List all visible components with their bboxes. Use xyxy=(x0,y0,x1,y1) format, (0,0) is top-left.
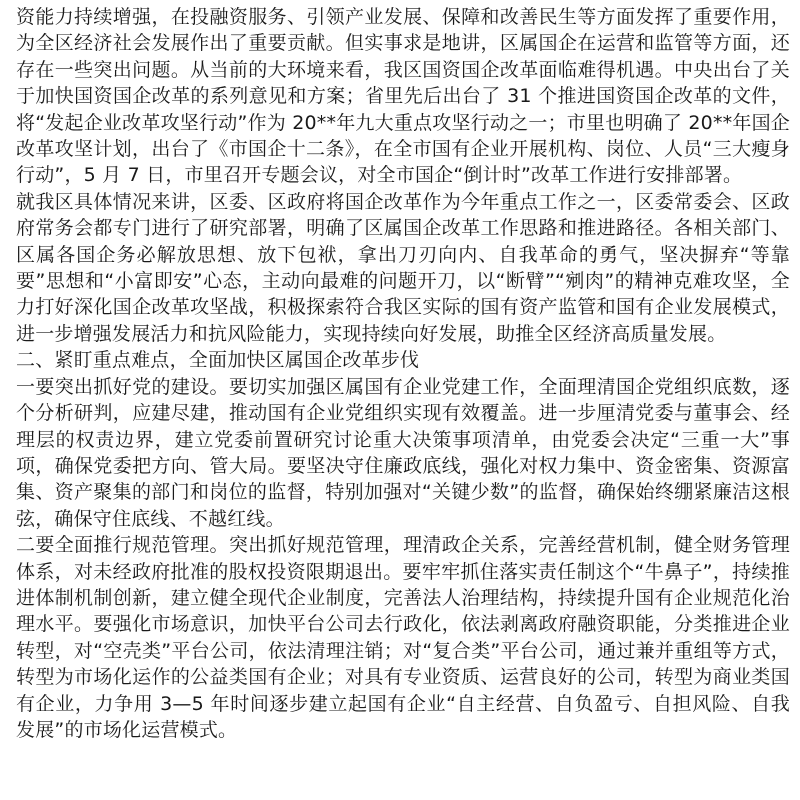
body-paragraph-3: 一要突出抓好党的建设。要切实加强区属国有企业党建工作，全面理清国企党组织底数，逐个分析研判，应建尽建，推动国有企业党组织实现有效覆盖。进一步厘清党委与董事会、经理层的权责边界，建立党委前置研究讨论重大决策事项清单，由党委会决定“三重一大”事项，确保党委把方向、管大局。要坚决守住廉政底线，强化对权力集中、资金密集、资源富集、资产聚集的部门和岗位的监督，特别加强对“关键少数”的监督，确保始终绷紧廉洁这根弦，确保守住底线、不越红线。 xyxy=(16,375,790,530)
body-paragraph-4: 二要全面推行规范管理。突出抓好规范管理，理清政企关系，完善经营机制，健全财务管理体系，对未经政府批准的股权投资限期退出。要牢牢抓住落实责任制这个“牛鼻子”，持续推进体制机制创新，建立健全现代企业制度，完善法人治理结构，持续提升国有企业规范化治理水平。要强化市场意识，加快平台公司去行政化，依法剥离政府融资职能，分类推进企业转型，对“空壳类”平台公司，依法清理注销；对“复合类”平台公司，通过兼并重组等方式，转型为市场化运作的公益类国有企业；对具有专业资质、运营良好的公司，转型为商业类国有企业，力争用 3—5 年时间逐步建立起国有企业“自主经营、自负盈亏、自担风险、自我发展”的市场化运营模式。 xyxy=(16,534,790,741)
body-paragraph-2: 就我区具体情况来讲，区委、区政府将国企改革作为今年重点工作之一，区委常委会、区政府常务会都专门进行了研究部署，明确了区属国企改革工作思路和推进路径。各相关部门、区属各国企务必解放思想、放下包袱，拿出刀刃向内、自我革命的勇气，坚决摒弃“等靠要”思想和“小富即安”心态，主动向最难的问题开刀，以“断臂”“剜肉”的精神克难攻坚，全力打好深化国企改革攻坚战，积极探索符合我区实际的国有资产监管和国有企业发展模式，进一步增强发展活力和抗风险能力，实现持续向好发展，助推全区经济高质量发展。 xyxy=(16,190,790,345)
body-paragraph-1: 资能力持续增强，在投融资服务、引领产业发展、保障和改善民生等方面发挥了重要作用，为全区经济社会发展作出了重要贡献。但实事求是地讲，区属国企在运营和监管等方面，还存在一些突出问题。从当前的大环境来看，我区国资国企改革面临难得机遇。中央出台了关于加快国资国企改革的系列意见和方案；省里先后出台了 31 个推进国资国企改革的文件，将“发起企业改革攻坚行动”作为 20**年九大重点攻坚行动之一；市里也明确了 20**年国企改革攻坚计划，出台了《市国企十二条》，在全市国有企业开展机构、岗位、人员“三大瘦身行动”，5 月 7 日，市里召开专题会议，对全市国企“倒计时”改革工作进行安排部署。 xyxy=(16,6,790,187)
section-heading: 二、紧盯重点难点，全面加快区属国企改革步伐 xyxy=(16,349,420,372)
